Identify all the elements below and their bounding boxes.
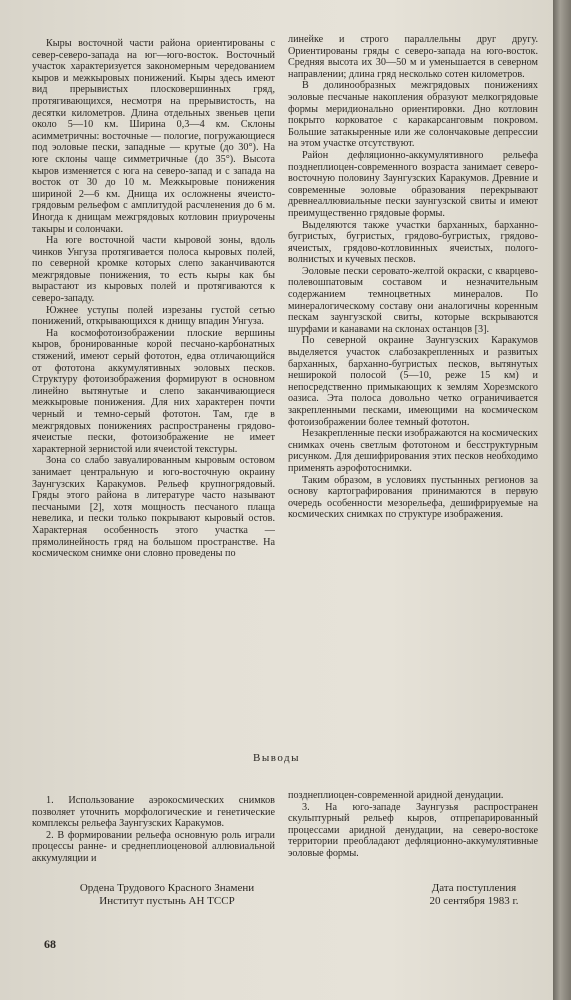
received-date — [400, 882, 548, 908]
paragraph: На космофотоизображении плоские вершины кыров, бронированные корой песчано-карбонатных стяжений, имеют серый фототон, едва отличающийся от фототона аккумулятивных эоловых песков. Структуру фотоизображения формируют в основном линейно вытянутые и слепо заканчивающиеся межкыровые понижения. Для них характерен почти черный и темно-серый фототон. Там, где в межгрядовых понижениях распространены грядово-ячеистые пески, фотоизображение не имеет характерной зернистой или ячеистой текстуры. — [32, 327, 275, 455]
conclusions-column-right — [288, 790, 538, 860]
paragraph: В долинообразных межгрядовых понижениях эоловые песчаные накопления образуют мелкогрядовые формы меридионально ориентировки. Дно котловин покрыто корковатое с каракарсанговым покровом. Большие затакыренные или же солончаковые депрессии на этом участке отсутствуют. — [288, 80, 538, 150]
paragraph: Эоловые пески серовато-желтой окраски, с кварцево-полевошпатовым составом и незначительным содержанием темноцветных минералов. По минералогическому составу они аналогичны коренным пескам заунгузской свиты, которые вскрываются шурфами и канавами на склонах останцов [3]. — [288, 265, 538, 335]
text-column-right — [288, 34, 538, 521]
conclusion-continuation: позднеплиоцен-современной аридной денудации. — [288, 790, 504, 801]
institute-line: Ордена Трудового Красного Знамени — [79, 882, 255, 894]
paragraph: Район дефляционно-аккумулятивного рельефа позднеплиоцен-современного возраста занимает северо-восточную половину Заунгузских Каракумов. Древние и современные эоловые образования перекрывают древнеаллювиальные пески заунгузской свиты и имеют преимущественно грядовые формы. — [288, 149, 538, 219]
paragraph: Кыры восточной части района ориентированы с север-северо-запада на юг—юго-восток. Восточный участок характеризуется закономерным чередованием кыров и межкыровых понижений. Кыры здесь имеют вид прерывистых плосковершинных гряд, протягивающихся, несмотря на прерывистость, на десятки километров. Длина отдельных звеньев цепи около 5—10 км. Ширина 0,3—4 км. Склоны асимметричны: восточные — пологие, погружающиеся под эоловые пески, западные — крутые (до 30°). На юге склоны чаще симметричные (до 35°). Высота кыров изменяется с юга на северо-запад и с запада на восток от 30 до 10 м. Межкыровые понижения шириной 2—6 км. Днища их осложнены ячеисто-грядовым рельефом с амплитудой расчленения до 6 м. Иногда к днищам межгрядовых котловин приурочены такыры и солончаки. — [32, 38, 275, 235]
conclusion-item: 2. В формировании рельефа основную роль играли процессы ранне- и среднеплиоценовой аллювиальной аккумуляции и — [32, 829, 275, 864]
book-spine-edge — [553, 0, 571, 1000]
received-value: 20 сентября 1983 г. — [429, 895, 519, 907]
institute-line: Институт пустынь АН ТССР — [99, 895, 235, 907]
paragraph-continuation: линейке и строго параллельны друг другу. Ориентированы гряды с северо-запада на юго-восток. Средняя высота их 30—50 м и уменьшается в северном направлении; длина гряд несколько сотен километров. — [288, 34, 538, 80]
paragraph: Выделяются также участки барханных, барханно-бугристых, бугристых, грядово-бугристых, грядово-ячеистых, грядово-котловинных ячеистых, полого-волнистых и кучевых песков. — [288, 219, 538, 266]
institute-affiliation — [52, 882, 282, 908]
paragraph: Зона со слабо завуалированным кыровым остовом занимает центральную и юго-восточную окраину Заунгузских Каракумов. Рельеф крупногрядовый. Гряды этого района в литературе часто называют песчаными [2], хотя мощность песчаного плаща невелика, и пески только покрывают кыровый остов. Характерная особенность этого участка — прямолинейность гряд на большом пространстве. На космическом снимке они словно проведены по — [32, 455, 275, 560]
paragraph: По северной окраине Заунгузских Каракумов выделяется участок слабозакрепленных и развитых барханных, барханно-бугристых песков, вытянутых неширокой полосой (5—10, реже 15 км) и непосредственно примыкающих к землям Хорезмского оазиса. Эта полоса довольно четко ограничивается закрепленными песками, имеющими на космическом фотоизображении более темный фототон. — [288, 335, 538, 428]
text-column-left — [32, 38, 275, 560]
paragraph: На юге восточной части кыровой зоны, вдоль чинков Унгуза протягивается полоса кыровых полей, по северной кромке которых слепо заканчиваются межгрядовые понижения, то есть кыры как бы вырастают из кыровых полей и протягиваются к северо-западу. — [32, 235, 275, 305]
paragraph: Южнее уступы полей изрезаны густой сетью понижений, открывающихся к днищу впадин Унгуза. — [32, 304, 275, 328]
conclusions-column-left — [32, 795, 275, 865]
conclusions-heading: Выводы — [252, 752, 301, 764]
conclusion-item: 3. На юго-западе Заунгузья распространен скульптурный рельеф кыров, отпрепарированный процессами аридной денудации, на северо-востоке территории преобладают дефляционно-аккумулятивные эоловые формы. — [288, 801, 538, 859]
paragraph: Таким образом, в условиях пустынных регионов за основу картографирования принимаются в первую очередь особенности мезорельефа, дешифрируемые на космических снимках по структуре изображения. — [288, 474, 538, 521]
page-number: 68 — [44, 937, 56, 951]
paragraph: Незакрепленные пески изображаются на космических снимках очень светлым фототоном и бесструктурным рисунком. Для дешифрирования этих песков необходимо применять аэрофотоснимки. — [288, 428, 538, 474]
conclusion-item: 1. Использование аэрокосмических снимков позволяет уточнить морфологические и генетические комплексы рельефа Заунгузских Каракумов. — [32, 795, 275, 830]
received-label: Дата поступления — [431, 882, 517, 894]
